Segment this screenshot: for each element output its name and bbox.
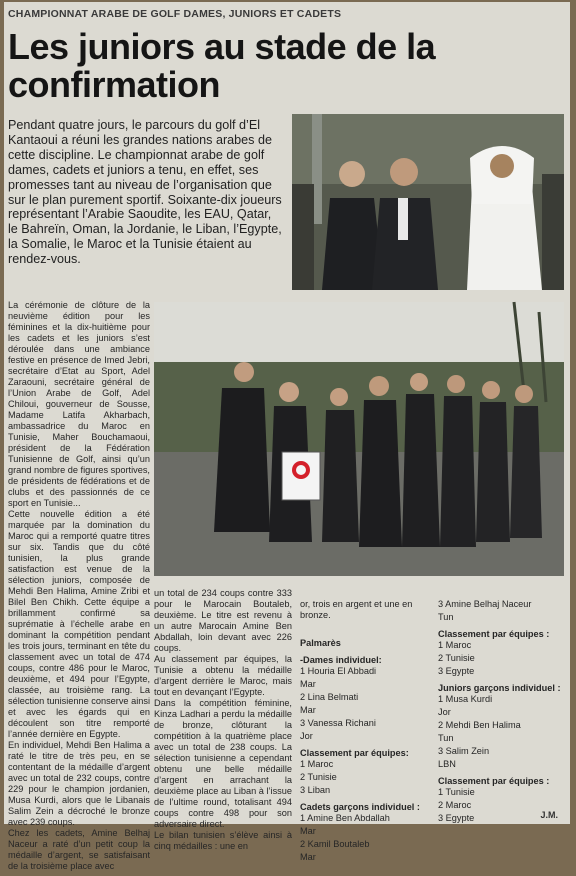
results-line: 1 Maroc (438, 640, 472, 650)
team-parade-photo (154, 302, 564, 576)
author-signature: J.M. (540, 810, 558, 820)
article-column-3 (300, 588, 432, 862)
results-line: Mar (300, 852, 316, 862)
results-line: Tun (438, 733, 454, 743)
article-column-1: La cérémonie de clôture de la neuvième édition pour les féminines et la dix-huitième pour les cadets et les juniors s’est déroulée dans une ambiance festive en présence de Imed Jebri, secrétaire d’Etat au Sport, Adel Zaraouni, secrétaire général de l’Union Arabe de Golf, Adel Chiloui, gouverneur de Sousse, Madame Latifa Akharbach, ambassadrice du Maroc en Tunisie, Maher Bouchamaoui, président de la Fédération Tunisienne de Golf, ainsi qu’un grand nombre de figures sportives, de présidents de fédérations et de clubs et des passionnés de ce sport en Tunisie... Cette nouvelle édition a été marquée par la domination du Maroc qui a remporté quatre titres sur six. Tandis que du côté tunisien, la plus grande satisfaction est venue de la sélection juniors, composée de Mehdi Ben Halima, Amine Zribi et Bilel Ben Chikh. Cette équipe a brillamment confirmé sa suprématie à l’échelle arabe en dominant la compétition pendant les trois jours, terminant en tête du classement avec un total de 474 coups, contre 486 pour le Maroc, deuxième, et 494 pour l’Egypte, classée, au troisième rang. La sélection tunisienne conserve ainsi et avec les égards qui en découlent son titre remporté l’année dernière en Egypte. En individuel, Mehdi Ben Halima a raté le titre de très peu, en se contentant de la médaille d’argent avec un total de 232 coups, contre 229 pour le champion jordanien, Musa Kurdi, alors que le Libanais Salim Zein a décroché le bronze avec 239 coups. Chez les cadets, Amine Belhaj Naceur a raté d’un petit coup la médaille d’argent, se satisfaisant de la troisième place avec (8, 300, 150, 871)
results-line: Tun (438, 612, 454, 622)
results-line: 2 Tunisie (300, 772, 337, 782)
results-line: 3 Egypte (438, 813, 475, 823)
article-headline: Les juniors au stade de la confirmation (8, 26, 436, 105)
results-line: Jor (300, 731, 313, 741)
results-line: 2 Maroc (438, 800, 472, 810)
results-list (438, 599, 564, 824)
results-line: Jor (438, 707, 451, 717)
results-heading: Juniors garçons individuel : (438, 683, 561, 693)
results-line: 1 Musa Kurdi (438, 694, 493, 704)
results-line: 1 Houria El Abbadi (300, 666, 377, 676)
results-heading: Classement par équipes : (438, 776, 550, 786)
results-line: 2 Kamil Boutaleb (300, 839, 370, 849)
results-line: 1 Amine Ben Abdallah (300, 813, 390, 823)
column-3-intro: or, trois en argent et une en bronze. (300, 599, 413, 620)
results-line: Mar (300, 705, 316, 715)
results-list (300, 638, 432, 863)
results-line: 3 Egypte (438, 666, 475, 676)
results-line: 2 Mehdi Ben Halima (438, 720, 521, 730)
newspaper-page (4, 2, 570, 871)
ceremony-officials-photo (292, 114, 564, 290)
results-line: Mar (300, 679, 316, 689)
results-heading: Palmarès (300, 638, 341, 648)
results-line: 3 Amine Belhaj Naceur (438, 599, 532, 609)
results-line: 3 Vanessa Richani (300, 718, 376, 728)
results-heading: Cadets garçons individuel : (300, 802, 420, 812)
article-kicker: CHAMPIONNAT ARABE DE GOLF DAMES, JUNIORS ET CADETS (8, 8, 342, 20)
results-line: 2 Lina Belmati (300, 692, 359, 702)
results-line: 3 Liban (300, 785, 331, 795)
article-lede: Pendant quatre jours, le parcours du golf d’El Kantaoui a réuni les grandes nations arabes de cette discipline. Le championnat arabe de golf dames, cadets et juniors a tenu, en effet, ses promesses tant au niveau de l’organisation que sur le plan purement sportif. Soixante-dix joueurs représentant l’Arabie Saoudite, les EAU, Qatar, le Bahreïn, Oman, la Jordanie, le Liban, l’Egypte, la Somalie, le Maroc et la Tunisie étaient au rendez-vous. (8, 118, 282, 267)
results-heading: Classement par équipes: (300, 748, 409, 758)
results-heading: Classement par équipes : (438, 629, 550, 639)
article-column-4 (438, 588, 564, 823)
results-line: 3 Salim Zein (438, 746, 490, 756)
results-line: 2 Tunisie (438, 653, 475, 663)
results-line: 1 Maroc (300, 759, 334, 769)
results-heading: -Dames individuel: (300, 655, 382, 665)
article-column-2: un total de 234 coups contre 333 pour le Marocain Boutaleb, deuxième. Le titre est revenu à un autre Marocain Amine Ben Abdallah, loin devant avec 226 coups. Au classement par équipes, la Tunisie a obtenu la médaille d’argent derrière le Maroc, mais tout en devançant l’Egypte. Dans la compétition féminine, Kinza Ladhari a perdu la médaille de bronze, clôturant la compétition à la quatrième place avec un total de 238 coups. La sélection tunisienne a cependant obtenu une belle médaille d’argent en arrachant la deuxième place au Liban à l’issue de l’ultime round, totalisant 494 coups contre 498 pour son adversaire direct. Le bilan tunisien s’élève ainsi à cinq médailles : une en (154, 588, 292, 851)
results-line: LBN (438, 759, 456, 769)
results-line: Mar (300, 826, 316, 836)
results-line: 1 Tunisie (438, 787, 475, 797)
